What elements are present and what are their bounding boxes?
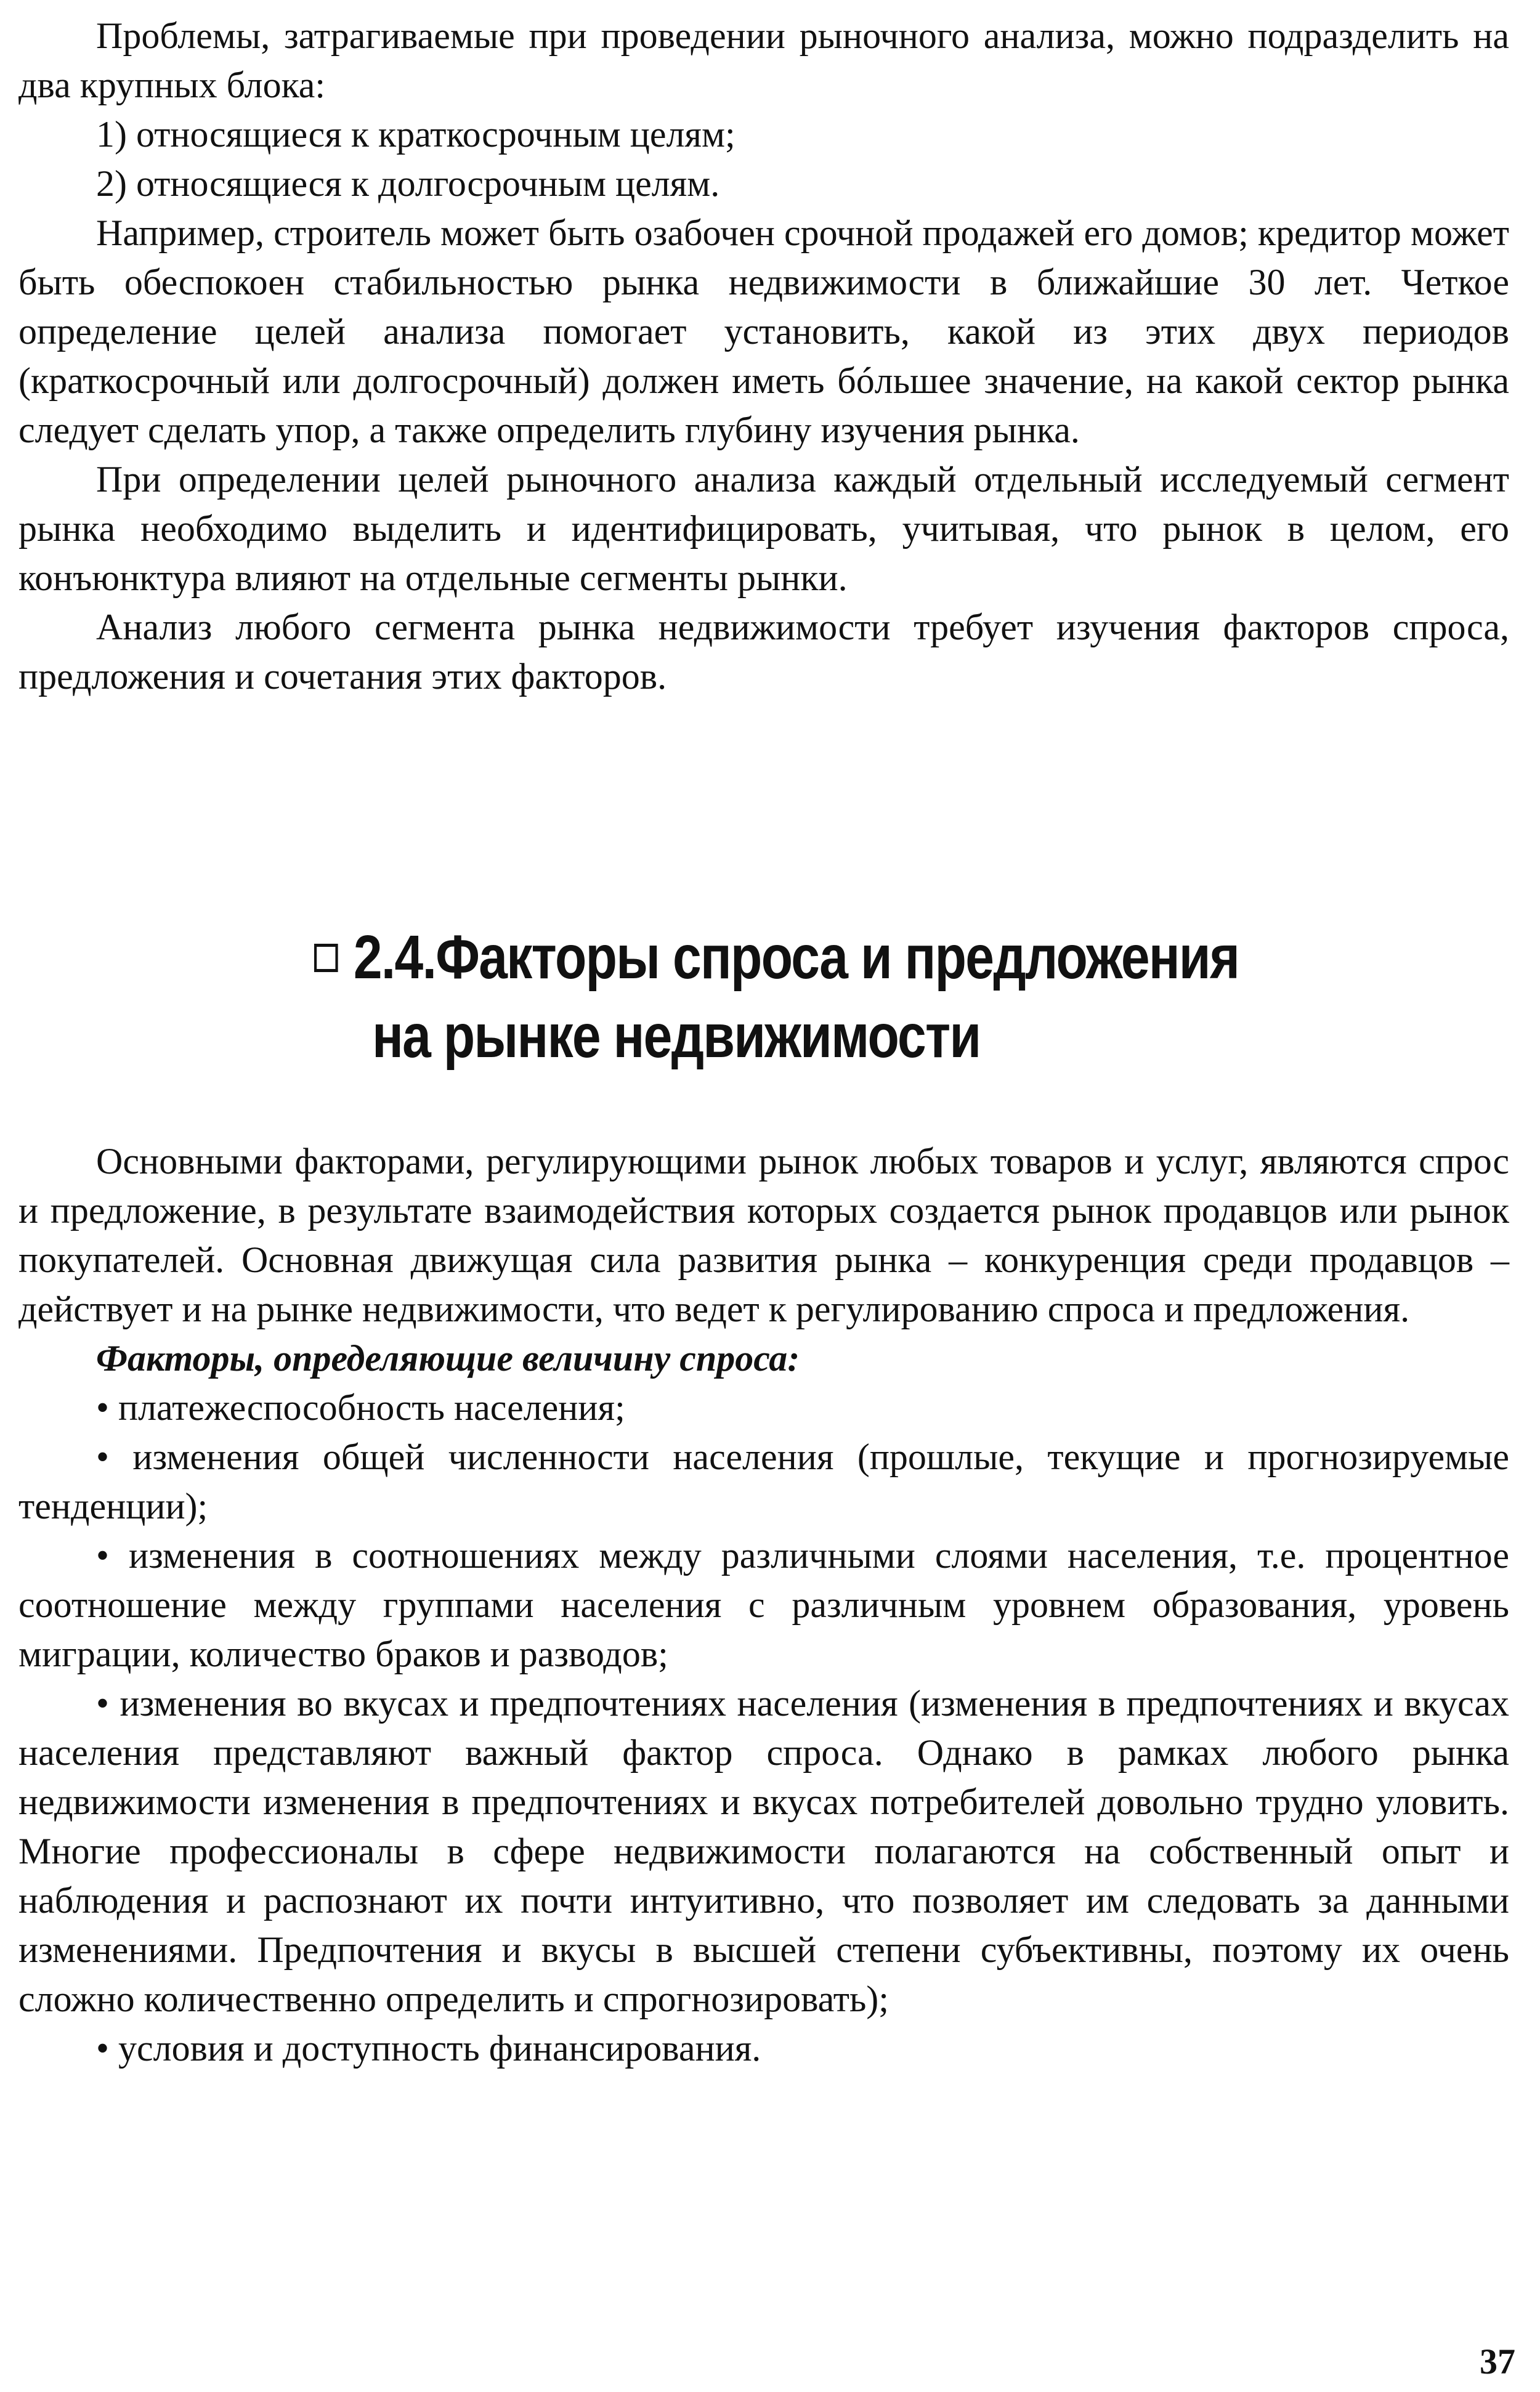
page-number: 37 <box>1480 2341 1515 2382</box>
bullet-item-4: • изменения во вкусах и предпочтениях населения (изменения в предпочтениях и вкусах населения представляют важный фактор спроса. Однако в рамках любого рынка недвижимости изменения в предпочтениях и вкусах потребителей довольно трудно уловить. Многие профессионалы в сфере недвижимости полагаются на собственный опыт и наблюдения и распознают их почти интуитивно, что позволяет им следовать за данными изменениями. Предпочтения и вкусы в высшей степени субъективны, поэтому их очень сложно количественно определить и спрогнозировать); <box>18 1683 1509 2019</box>
intro-paragraph-4: Анализ любого сегмента рынка недвижимости требует изучения факторов спроса, предложения и сочетания этих факторов. <box>18 607 1509 697</box>
intro-block <box>18 11 1509 701</box>
demand-factors-subheading: Факторы, определяющие величину спроса: <box>96 1338 800 1379</box>
body-block <box>18 1137 1509 2073</box>
checkbox-square-icon <box>314 944 338 972</box>
intro-paragraph-1: Проблемы, затрагиваемые при проведении рыночного анализа, можно подразделить на два крупных блока: <box>18 15 1509 105</box>
intro-paragraph-3: При определении целей рыночного анализа каждый отдельный исследуемый сегмент рынка необходимо выделить и идентифицировать, учитывая, что рынок в целом, его конъюнктура влияют на отдельные сегменты рынки. <box>18 459 1509 598</box>
bullet-item-2: • изменения общей численности населения (прошлые, текущие и прогнозируемые тенденции); <box>18 1437 1509 1526</box>
section-heading-line-1 <box>314 918 1297 997</box>
section-title-line-2: на рынке недвижимости <box>372 1002 981 1071</box>
section-heading <box>314 918 1485 1076</box>
section-title-line-1: 2.4.Факторы спроса и предложения <box>353 923 1239 992</box>
intro-list-item-2: 2) относящиеся к долгосрочным целям. <box>96 163 720 204</box>
bullet-item-5: • условия и доступность финансирования. <box>96 2028 761 2069</box>
bullet-item-1: • платежеспособность населения; <box>96 1387 625 1428</box>
intro-paragraph-2: Например, строитель может быть озабочен срочной продажей его домов; кредитор может быть обеспокоен стабильностью рынка недвижимости в ближайшие 30 лет. Четкое определение целей анализа помогает установить, какой из этих двух периодов (краткосрочный или долгосрочный) должен иметь бóльшее значение, на какой сектор рынка следует сделать упор, а также определить глубину изучения рынка. <box>18 213 1509 450</box>
intro-list-item-1: 1) относящиеся к краткосрочным целям; <box>96 114 736 155</box>
bullet-item-3: • изменения в соотношениях между различными слоями населения, т.е. процентное соотношение между группами населения с различным уровнем образования, уровень миграции, количество браков и разводов; <box>18 1535 1509 1674</box>
body-paragraph-1: Основными факторами, регулирующими рынок любых товаров и услуг, являются спрос и предложение, в результате взаимодействия которых создается рынок продавцов или рынок покупателей. Основная движущая сила развития рынка – конкуренция среди продавцов – действует и на рынке недвижимости, что ведет к регулированию спроса и предложения. <box>18 1141 1509 1329</box>
